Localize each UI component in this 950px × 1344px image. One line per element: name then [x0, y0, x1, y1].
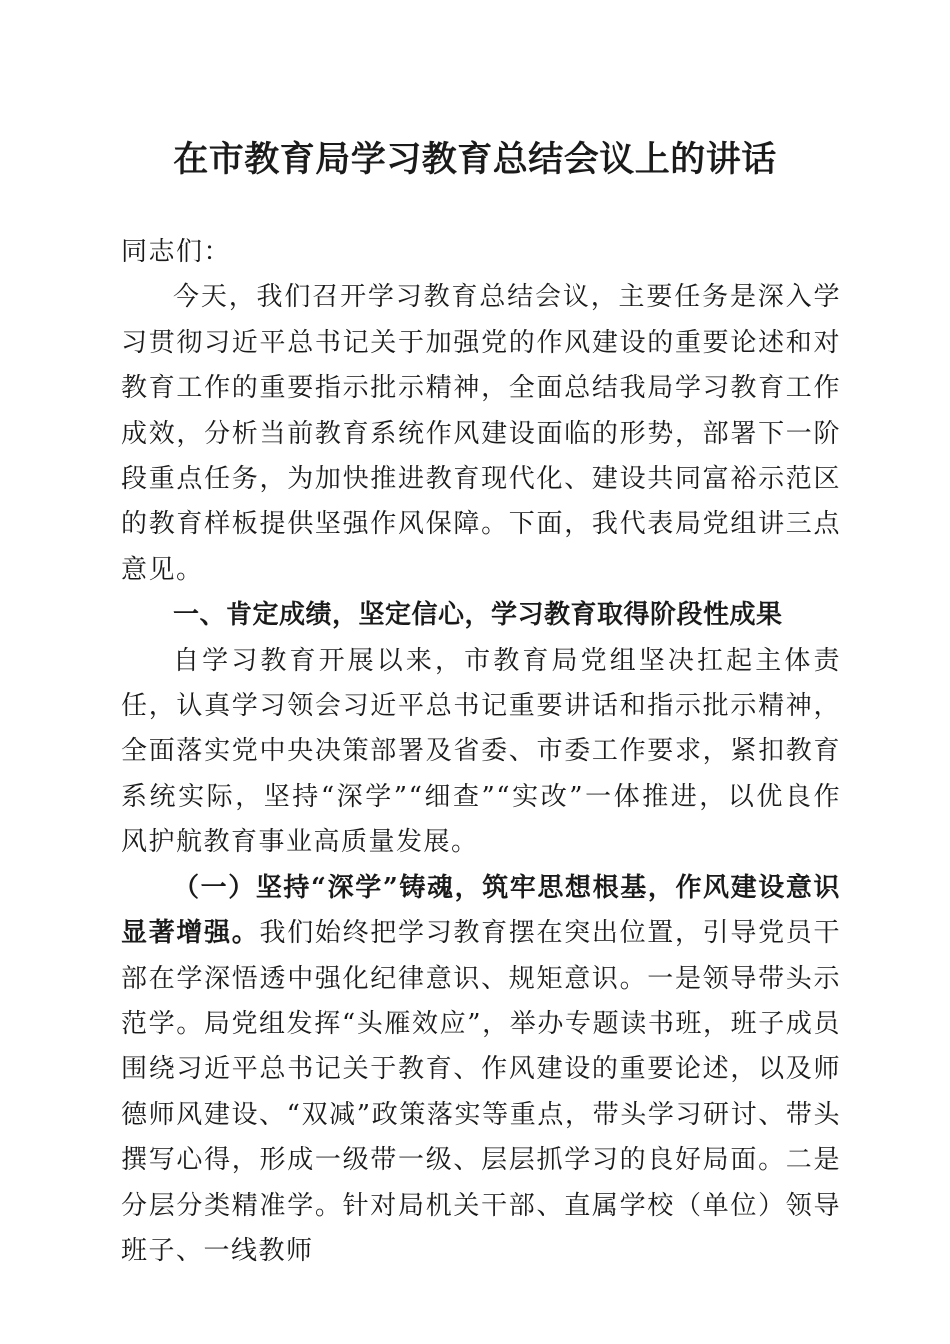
document-body [121, 230, 841, 1274]
subsection-1-paragraph [121, 866, 841, 1275]
section-heading-1: 一、肯定成绩，坚定信心，学习教育取得阶段性成果 [173, 600, 783, 631]
subsection-heading-1: （一）坚持“深学”铸魂，筑牢思想根基，作风建设意识显著增强。 [121, 872, 841, 949]
section-1-paragraph: 自学习教育开展以来，市教育局党组坚决扛起主体责任，认真学习领会习近平总书记重要讲话和指示批示精神，全面落实党中央决策部署及省委、市委工作要求，紧扣教育系统实际，坚持“深学”“细查”“实改”一体推进，以优良作风护航教育事业高质量发展。 [121, 645, 841, 858]
subsection-1-text: 我们始终把学习教育摆在突出位置，引导党员干部在学深悟透中强化纪律意识、规矩意识。一是领导带头示范学。局党组发挥“头雁效应”，举办专题读书班，班子成员围绕习近平总书记关于教育、作风建设的重要论述，以及师德师风建设、“双减”政策落实等重点，带头学习研讨、带头撰写心得，形成一级带一级、层层抓学习的良好局面。二是分层分类精准学。针对局机关干部、直属学校（单位）领导班子、一线教师 [121, 918, 841, 1266]
document-title: 在市教育局学习教育总结会议上的讲话 [173, 139, 777, 180]
intro-paragraph: 今天，我们召开学习教育总结会议，主要任务是深入学习贯彻习近平总书记关于加强党的作风建设的重要论述和对教育工作的重要指示批示精神，全面总结我局学习教育工作成效，分析当前教育系统作风建设面临的形势，部署下一阶段重点任务，为加快推进教育现代化、建设共同富裕示范区的教育样板提供坚强作风保障。下面，我代表局党组讲三点意见。 [121, 282, 841, 585]
greeting: 同志们： [121, 237, 232, 267]
